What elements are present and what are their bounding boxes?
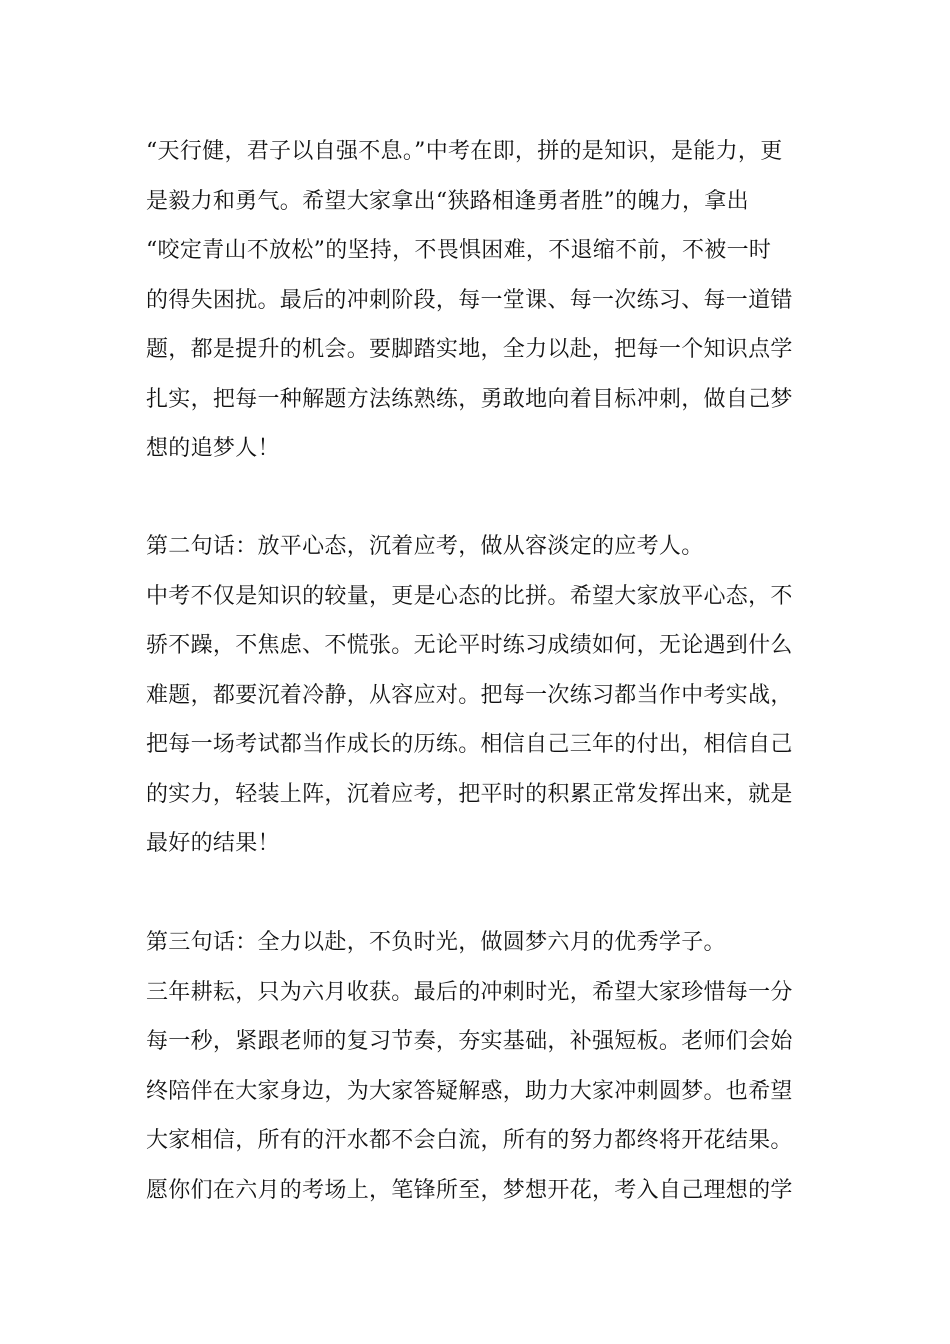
paragraph-line: 骄不躁，不焦虑、不慌张。无论平时练习成绩如何，无论遇到什么 <box>146 633 793 658</box>
paragraph-line: 是毅力和勇气。希望大家拿出“狭路相逢勇者胜”的魄力，拿出 <box>146 188 749 214</box>
paragraph-line: 每一秒，紧跟老师的复习节奏，夯实基础，补强短板。老师们会始 <box>146 1029 793 1054</box>
paragraph-line: 愿你们在六月的考场上，笔锋所至，梦想开花，考入自己理想的学 <box>146 1177 793 1203</box>
section-third <box>146 918 808 1215</box>
paragraph-line: 想的追梦人！ <box>146 436 280 461</box>
paragraph-line: 难题，都要沉着冷静，从容应对。把每一次练习都当作中考实战， <box>146 682 793 708</box>
paragraph-line: 最好的结果！ <box>146 831 280 856</box>
paragraph-line: 大家相信，所有的汗水都不会白流，所有的努力都终将开花结果。 <box>146 1128 793 1153</box>
paragraph-line: 的得失困扰。最后的冲刺阶段，每一堂课、每一次练习、每一道错 <box>146 287 793 313</box>
paragraph-line: 三年耕耘，只为六月收获。最后的冲刺时光，希望大家珍惜每一分 <box>146 979 793 1005</box>
paragraph-line: “咬定青山不放松”的坚持，不畏惧困难，不退缩不前，不被一时 <box>146 238 772 263</box>
paragraph-line: 终陪伴在大家身边，为大家答疑解惑，助力大家冲刺圆梦。也希望 <box>146 1078 793 1104</box>
section-heading: 第三句话：全力以赴，不负时光，做圆梦六月的优秀学子。 <box>146 930 726 955</box>
paragraph-line: 的实力，轻装上阵，沉着应考，把平时的积累正常发挥出来，就是 <box>146 781 793 807</box>
paragraph-line: 题，都是提升的机会。要脚踏实地，全力以赴，把每一个知识点学 <box>146 337 793 362</box>
paragraph-line: 扎实，把每一种解题方法练熟练，勇敢地向着目标冲刺，做自己梦 <box>146 386 793 412</box>
paragraph-line: “天行健，君子以自强不息。”中考在即，拼的是知识，是能力，更 <box>146 139 783 164</box>
paragraph-line: 中考不仅是知识的较量，更是心态的比拼。希望大家放平心态，不 <box>146 583 793 609</box>
section-heading: 第二句话：放平心态，沉着应考，做从容淡定的应考人。 <box>146 534 704 559</box>
section-second <box>146 522 808 869</box>
paragraph-intro <box>146 127 808 474</box>
paragraph-line: 把每一场考试都当作成长的历练。相信自己三年的付出，相信自己 <box>146 732 793 757</box>
